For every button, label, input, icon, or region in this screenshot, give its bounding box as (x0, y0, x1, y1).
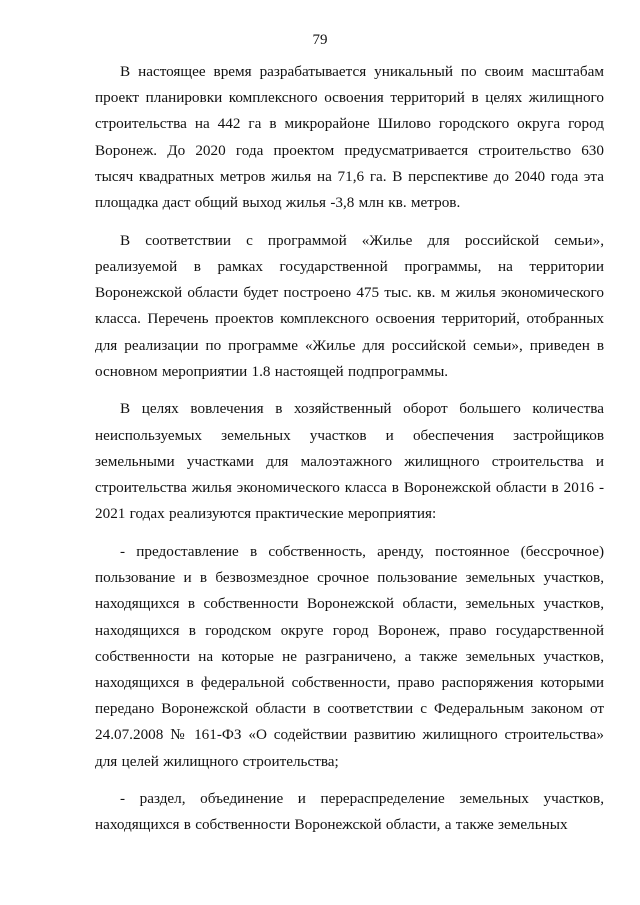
document-body (95, 59, 604, 850)
page-number: 79 (312, 32, 328, 48)
paragraph-shilovo-project: В настоящее время разрабатывается уникальный по своим масштабам проект планировки комплексного освоения территорий в целях жилищного строительства на 442 га в микрорайоне Шилово городского округа город Воронеж. До 2020 года проектом предусматривается строительство 630 тысяч квадратных метров жилья на 71,6 га. В перспективе до 2040 года эта площадка даст общий выход жилья -3,8 млн кв. метров. (95, 63, 604, 212)
paragraph-family-housing-program: В соответствии с программой «Жилье для российской семьи», реализуемой в рамках государственной программы, на территории Воронежской области будет построено 475 тыс. кв. м жилья экономического класса. Перечень проектов комплексного освоения территорий, отобранных для реализации по программе «Жилье для российской семьи», приведен в основном мероприятии 1.8 настоящей подпрограммы. (95, 231, 604, 380)
paragraph-land-division: - раздел, объединение и перераспределение земельных участков, находящихся в собственности Воронежской области, а также земельных (95, 790, 604, 834)
paragraph-land-provision: - предоставление в собственность, аренду, постоянное (бессрочное) пользование и в безвозмездное срочное пользование земельных участков, находящихся в собственности Воронежской области, земельных участков, находящихся в городском округе город Воронеж, право государственной собственности на которые не разграничено, а также земельных участков, находящихся в федеральной собственности, право распоряжения которыми передано Воронежской области в соответствии с Федеральным законом от 24.07.2008 № 161-ФЗ «О содействии развитию жилищного строительства» для целей жилищного строительства; (95, 542, 604, 770)
paragraph-land-involvement: В целях вовлечения в хозяйственный оборот большего количества неиспользуемых земельных участков и обеспечения застройщиков земельными участками для малоэтажного жилищного строительства и строительства жилья экономического класса в Воронежской области в 2016 - 2021 годах реализуются практические мероприятия: (95, 400, 604, 523)
